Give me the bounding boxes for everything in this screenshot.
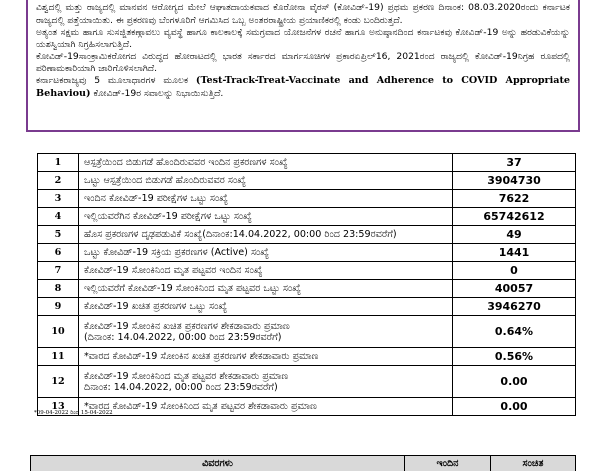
row-description: ಕೋವಿಡ್-19 ಸೋಂಕಿನಿಂದ ಮೃತ ಪಟ್ಟವರ ಇಂದಿನ ಸಂಖ್ಯೆ xyxy=(79,262,453,280)
row-description xyxy=(79,366,453,398)
row-value: 0.00 xyxy=(453,398,576,416)
row-description: ಒಟ್ಟು ಆಸ್ಪತ್ರೆಯಿಂದ ಬಿಡುಗಡೆ ಹೊಂದಿರುವವರ ಸಂಖ್ಯೆ xyxy=(79,172,453,190)
row-number: 5 xyxy=(38,226,79,244)
table-row xyxy=(38,154,576,172)
row-value: 49 xyxy=(453,226,576,244)
intro-p4-suffix: ಕೋವಿಡ್-19ರ ಸವಾಲನ್ನು ನಿಭಾಯಿಸುತ್ತಿದೆ. xyxy=(93,88,223,99)
row-value: 0.00 xyxy=(453,366,576,398)
row-description: *ವಾರದ ಕೋವಿಡ್-19 ಸೋಂಕಿನ ಖಚಿತ ಪ್ರಕರಣಗಳ ಶೇಕಡಾವಾರು ಪ್ರಮಾಣ xyxy=(79,348,453,366)
row-number: 1 xyxy=(38,154,79,172)
header-cumulative: ಸಂಚಿತ xyxy=(491,456,576,471)
row-value: 0.64% xyxy=(453,316,576,348)
table-row xyxy=(38,244,576,262)
intro-box xyxy=(26,0,580,132)
intro-paragraph-3: ಕೋವಿಡ್-19ಸಾಂಕ್ರಾಮಿಕರೋಗದ ವಿರುದ್ಧದ ಹೋರಾಟದಲ್ಲಿ ಭಾರತ ಸರ್ಕಾರದ ಮಾರ್ಗಸೂಚಿಗಳ ಪ್ರಕಾರಏಪ್ರಿಲ್16, 2021ರಂದ ರಾಜ್ಯದಲ್ಲಿ ಕೋವಿಡ್-19ನಿಗ್ರಹ ರೂಪದಲ್ಲಿ ಪರಿಣಾಮಕಾರಿಯಾಗಿ ಜಾರಿಗೊಳಿಸಲಾಗಿದೆ. xyxy=(36,51,570,75)
row-description: *ವಾರದ ಕೋವಿಡ್-19 ಸೋಂಕಿನಿಂದ ಮೃತ ಪಟ್ಟವರ ಶೇಕಡಾವಾರು ಪ್ರಮಾಣ xyxy=(79,398,453,416)
intro-paragraph-1: ವಿಶ್ವದಲ್ಲಿ ಮತ್ತು ರಾಜ್ಯದಲ್ಲಿ ಮಾನವನ ಆರೋಗ್ಯದ ಮೇಲೆ ಆಘಾತದಾಯಕವಾದ ಕೊರೋನಾ ವೈರಸ್ (ಕೋವಿಡ್-19) ಪ್ರಥಮ ಪ್ರಕರಣ ದಿನಾಂಕ: 08.03.2020ರಂದು ಕರ್ನಾಟಕ ರಾಜ್ಯದಲ್ಲಿ ಪತ್ತೆಯಾಯಿತು. ಈ ಪ್ರಕರಣವು ಬೆಂಗಳೂರಿಗೆ ಆಗಮಿಸಿದ ಒಬ್ಬ ಅಂತರರಾಷ್ಟ್ರೀಯ ಪ್ರಯಾಣಿಕರಲ್ಲಿ ಕಂಡು ಬಂದಿರುತ್ತದೆ. xyxy=(36,2,570,27)
row-description: ಇಲ್ಲಿಯವರೆಗೆ ಕೋವಿಡ್-19 ಸೋಂಕಿನಿಂದ ಮೃತ ಪಟ್ಟವರ ಒಟ್ಟು ಸಂಖ್ಯೆ xyxy=(79,280,453,298)
intro-paragraph-2: ಅತ್ಯಂತ ಸಕ್ಷಮ ಹಾಗೂ ಸುಸಜ್ಜಿತಕಣ್ಗಾವಲು ವ್ಯವಸ್ಥೆ ಹಾಗೂ ಕಾಲಕಾಲಕ್ಕೆ ಸಮಗ್ರವಾದ ಯೋಜನೆಗಳ ರಚನೆ ಹಾಗೂ ಅನುಷ್ಠಾನದಿಂದ ಕರ್ನಾಟಕವು ಕೋವಿಡ್-19 ಅನ್ನು ಹರಡುವಿಕೆಯನ್ನು ಯಶಸ್ವಿಯಾಗಿ ನಿಗ್ರಹಿಸಲಾಗುತ್ತಿದೆ. xyxy=(36,27,570,51)
footnote: *09-04-2022 ರಿಂದ 15-04-2022 xyxy=(34,410,113,417)
row-description: ಇಂದಿನ ಕೋವಿಡ್-19 ಪರೀಕ್ಷೆಗಳ ಒಟ್ಟು ಸಂಖ್ಯೆ xyxy=(79,190,453,208)
row-description: ಒಟ್ಟು ಕೋವಿಡ್-19 ಸಕ್ರಿಯ ಪ್ರಕರಣಗಳ (Active) ಸಂಖ್ಯೆ xyxy=(79,244,453,262)
row-number: 3 xyxy=(38,190,79,208)
row-number: 4 xyxy=(38,208,79,226)
row-description-line-1: ಕೋವಿಡ್-19 ಸೋಂಕಿನ ಖಚಿತ ಪ್ರಕರಣಗಳ ಶೇಕಡಾವಾರು ಪ್ರಮಾಣ xyxy=(84,321,290,332)
header-today: ಇಂದಿನ xyxy=(405,456,491,471)
table-row xyxy=(38,366,576,398)
table-row xyxy=(38,226,576,244)
row-value: 1441 xyxy=(453,244,576,262)
row-description: ಹೊಸ ಪ್ರಕರಣಗಳ ದೃಢಪಡುವಿಕೆ ಸಂಖ್ಯೆ(ದಿನಾಂಕ:14.04.2022, 00:00 ರಿಂದ 23:59ರವರೆಗೆ) xyxy=(79,226,453,244)
row-number: 6 xyxy=(38,244,79,262)
row-description-line-2: (ದಿನಾಂಕ: 14.04.2022, 00:00 ರಿಂದ 23:59ರವರೆಗೆ) xyxy=(84,332,281,343)
row-number: 13 xyxy=(38,398,79,416)
details-table-header xyxy=(30,455,576,471)
row-number: 10 xyxy=(38,316,79,348)
table-row xyxy=(38,348,576,366)
row-number: 7 xyxy=(38,262,79,280)
table-row xyxy=(38,298,576,316)
table-row xyxy=(38,208,576,226)
row-description: ಕೋವಿಡ್-19 ಖಚಿತ ಪ್ರಕರಣಗಳ ಒಟ್ಟು ಸಂಖ್ಯೆ xyxy=(79,298,453,316)
covid-stats-table xyxy=(37,153,576,416)
row-description-line-1: ಕೋವಿಡ್-19 ಸೋಂಕಿನಿಂದ ಮೃತ ಪಟ್ಟವರ ಶೇಕಡಾವಾರು ಪ್ರಮಾಣ xyxy=(84,371,288,382)
table-row xyxy=(38,190,576,208)
header-details: ವಿವರಗಳು xyxy=(31,456,405,471)
table-row xyxy=(38,316,576,348)
row-number: 12 xyxy=(38,366,79,398)
row-value: 65742612 xyxy=(453,208,576,226)
row-value: 3904730 xyxy=(453,172,576,190)
row-number: 2 xyxy=(38,172,79,190)
row-value: 40057 xyxy=(453,280,576,298)
row-description: ಇಲ್ಲಿಯವರೆಗಿನ ಕೋವಿಡ್-19 ಪರೀಕ್ಷೆಗಳ ಒಟ್ಟು ಸಂಖ್ಯೆ xyxy=(79,208,453,226)
row-value: 7622 xyxy=(453,190,576,208)
row-value: 0 xyxy=(453,262,576,280)
intro-p4-english: (Test-Track-Treat-Vaccinate and Adherence to COVID Appropriate Behaviou) xyxy=(36,75,570,99)
row-description: ಆಸ್ಪತ್ರೆಯಿಂದ ಬಿಡುಗಡೆ ಹೊಂದಿರುವವರ ಇಂದಿನ ಪ್ರಕರಣಗಳ ಸಂಖ್ಯೆ xyxy=(79,154,453,172)
header-row xyxy=(31,456,576,471)
row-number: 11 xyxy=(38,348,79,366)
row-description xyxy=(79,316,453,348)
row-value: 3946270 xyxy=(453,298,576,316)
table-row xyxy=(38,280,576,298)
table-row xyxy=(38,172,576,190)
table-row xyxy=(38,262,576,280)
row-value: 0.56% xyxy=(453,348,576,366)
table-row xyxy=(38,398,576,416)
row-number: 9 xyxy=(38,298,79,316)
row-value: 37 xyxy=(453,154,576,172)
row-number: 8 xyxy=(38,280,79,298)
intro-p4-prefix: ಕರ್ನಾಟಕರಾಜ್ಯವು 5 ಮೂಲಾಧಾರಗಳ ಮೂಲಕ xyxy=(36,75,188,86)
intro-paragraph-4 xyxy=(36,75,570,100)
row-description-line-2: ದಿನಾಂಕ: 14.04.2022, 00:00 ರಿಂದ 23:59ರವರೆಗೆ) xyxy=(84,382,278,393)
